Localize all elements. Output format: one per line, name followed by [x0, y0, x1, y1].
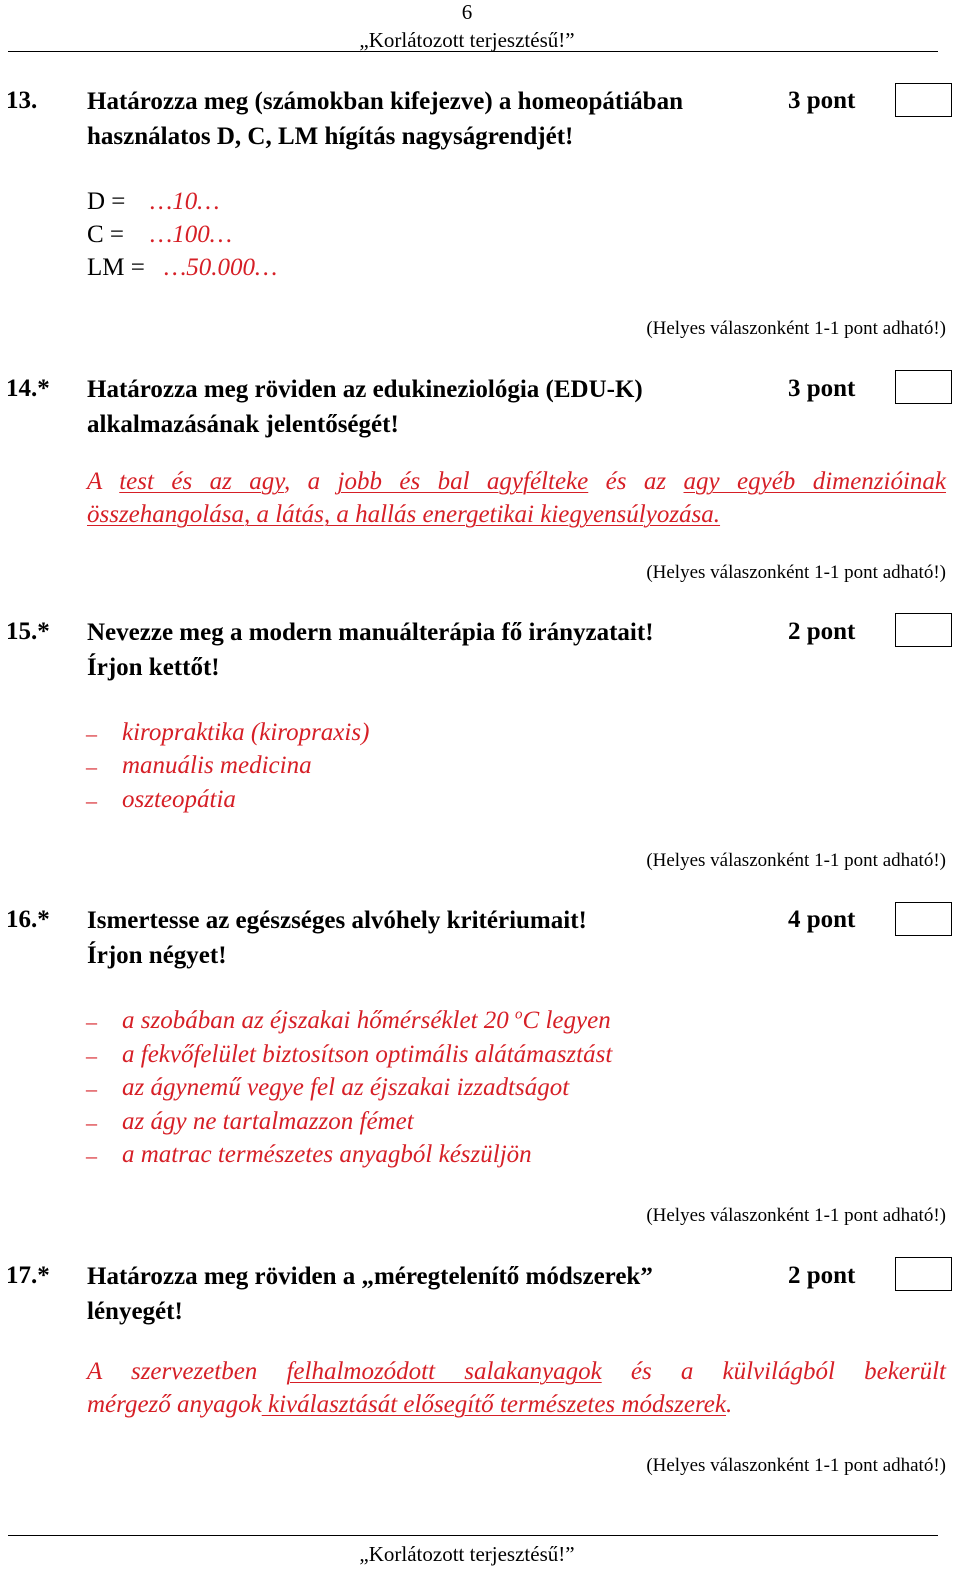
q17-answer-line1 — [87, 1355, 946, 1388]
q13-line1: Határozza meg (számokban kifejezve) a homeopátiában — [87, 88, 683, 115]
q16-item: az ágy ne tartalmazzon fémet — [122, 1108, 414, 1135]
q16-item: a matrac természetes anyagból készüljön — [122, 1141, 532, 1168]
footer-rule — [8, 1535, 938, 1536]
q17-answer-text: . — [726, 1391, 733, 1418]
q16-points: 4 pont — [788, 906, 856, 933]
q13-row-c-label: C = — [87, 221, 125, 248]
q13-points: 3 pont — [788, 87, 856, 114]
q14-number: 14.* — [6, 375, 50, 402]
q17-number: 17.* — [6, 1262, 50, 1289]
q16-item: az ágynemű vegye fel az éjszakai izzadtságot — [122, 1074, 570, 1101]
q14-line1: Határozza meg röviden az edukineziológia (EDU-K) — [87, 376, 643, 403]
q16-item1-unit: C legyen — [522, 1007, 611, 1034]
page-number: 6 — [461, 0, 473, 24]
q17-line2: lényegét! — [87, 1298, 183, 1325]
q14-line2: alkalmazásának jelentőségét! — [87, 411, 399, 438]
q17-answer-text: A szervezetben — [87, 1358, 287, 1385]
q15-item: manuális medicina — [122, 752, 312, 779]
list-dash: – — [86, 1076, 97, 1101]
q17-answer-line2 — [87, 1388, 732, 1421]
q14-score-box[interactable] — [895, 370, 952, 404]
q13-number: 13. — [6, 87, 38, 114]
q13-row-lm-value: …50.000… — [164, 254, 278, 281]
list-dash: – — [86, 1143, 97, 1168]
q16-item: a fekvőfelület biztosítson optimális alátámasztást — [122, 1041, 613, 1068]
footer-notice: „Korlátozott terjesztésű!” — [359, 1542, 575, 1566]
q15-line1: Nevezze meg a modern manuálterápia fő irányzatait! — [87, 619, 654, 646]
q14-scoring-note: (Helyes válaszonként 1-1 pont adható!) — [646, 562, 946, 583]
q15-line2: Írjon kettőt! — [87, 654, 220, 681]
q14-answer-text: és az — [588, 468, 684, 495]
q15-item: kiropraktika (kiropraxis) — [122, 719, 370, 746]
q15-scoring-note: (Helyes válaszonként 1-1 pont adható!) — [646, 850, 946, 871]
q14-points: 3 pont — [788, 375, 856, 402]
q16-item — [122, 1004, 611, 1037]
q16-scoring-note: (Helyes válaszonként 1-1 pont adható!) — [646, 1205, 946, 1226]
q16-line2: Írjon négyet! — [87, 942, 227, 969]
q14-answer-underline: jobb és bal agyfélteke — [337, 468, 589, 495]
degree-sign: o — [515, 1006, 523, 1023]
list-dash: – — [86, 1043, 97, 1068]
list-dash: – — [86, 1110, 97, 1135]
q13-score-box[interactable] — [895, 83, 952, 117]
q14-answer-underline: agy egyéb dimenzióinak — [683, 468, 947, 495]
q15-points: 2 pont — [788, 618, 856, 645]
q14-answer-line2: összehangolása, a látás, a hallás energetikai kiegyensúlyozása. — [87, 501, 721, 528]
list-dash: – — [86, 788, 97, 813]
q16-line1: Ismertesse az egészséges alvóhely kritériumait! — [87, 907, 587, 934]
q17-score-box[interactable] — [895, 1257, 952, 1291]
q15-score-box[interactable] — [895, 613, 952, 647]
q14-answer-line1 — [87, 465, 946, 498]
q17-points: 2 pont — [788, 1262, 856, 1289]
q13-scoring-note: (Helyes válaszonként 1-1 pont adható!) — [646, 318, 946, 339]
q13-row-d-value: …10… — [150, 188, 220, 215]
list-dash: – — [86, 1009, 97, 1034]
q13-line2: használatos D, C, LM hígítás nagyságrendjét! — [87, 123, 574, 150]
header-rule — [8, 51, 938, 52]
list-dash: – — [86, 754, 97, 779]
q17-answer-underline: kiválasztását elősegítő természetes módszerek — [261, 1391, 727, 1418]
q17-answer-text: mérgező anyagok — [87, 1391, 262, 1418]
q17-line1: Határozza meg röviden a „méregtelenítő módszerek” — [87, 1263, 653, 1290]
list-dash: – — [86, 721, 97, 746]
q17-answer-underline: felhalmozódott salakanyagok — [286, 1358, 602, 1385]
q15-item: oszteopátia — [122, 786, 236, 813]
q14-answer-text: A — [87, 468, 120, 495]
q16-number: 16.* — [6, 906, 50, 933]
q13-row-c-value: …100… — [150, 221, 232, 248]
q17-answer-text: és a külvilágból bekerült — [601, 1358, 947, 1385]
header-notice: „Korlátozott terjesztésű!” — [359, 28, 575, 52]
q13-row-lm-label: LM = — [87, 254, 145, 281]
q17-scoring-note: (Helyes válaszonként 1-1 pont adható!) — [646, 1455, 946, 1476]
q13-row-d-label: D = — [87, 188, 126, 215]
q15-number: 15.* — [6, 618, 50, 645]
q16-score-box[interactable] — [895, 902, 952, 936]
q14-answer-underline: test és az agy — [119, 468, 284, 495]
q16-item1-text: a szobában az éjszakai hőmérséklet 20 — [122, 1007, 516, 1034]
q14-answer-text: , a — [283, 468, 338, 495]
